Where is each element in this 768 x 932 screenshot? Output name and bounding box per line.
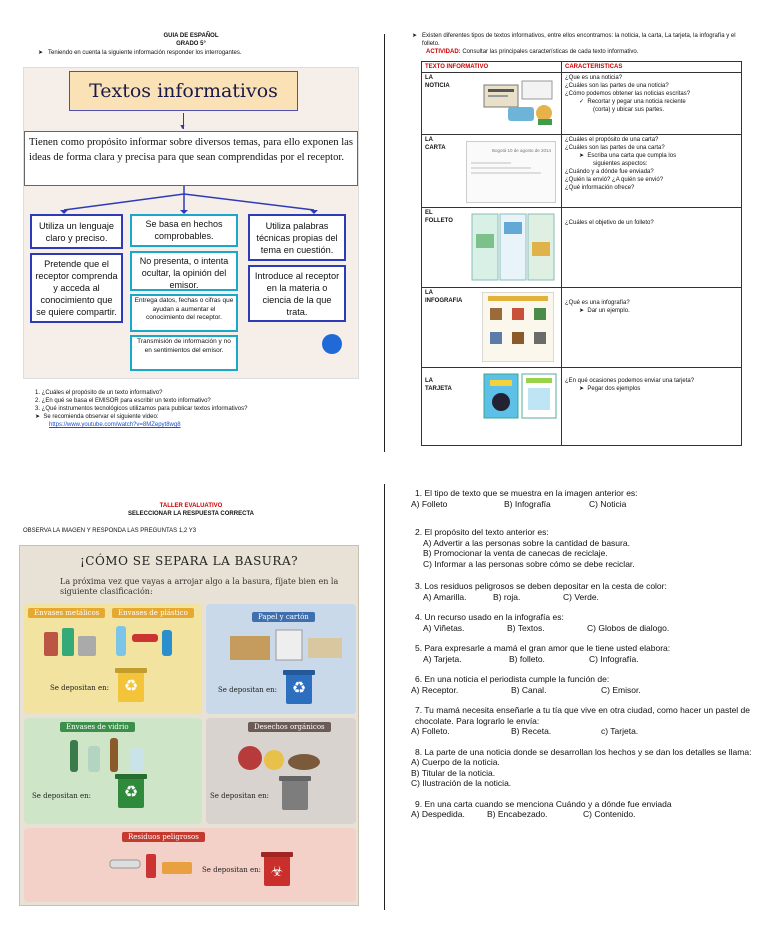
check-icon: ✓ <box>579 99 585 105</box>
cards-image <box>482 372 558 422</box>
arrow-down-icon: ▼ <box>179 124 186 131</box>
blue-bin <box>286 674 312 704</box>
recycling-infographic <box>19 545 359 906</box>
hazardous-image <box>100 846 210 890</box>
branch-arrows <box>24 186 358 214</box>
infographic-intro: La próxima vez que vayas a arrojar algo a la basura, fíjate bien en la siguiente clasificación: <box>60 577 339 596</box>
arrow-bullet-icon: ➤ <box>579 153 585 159</box>
recycle-icon: ♻ <box>123 678 139 695</box>
metal-label: Envases metálicos <box>28 608 105 618</box>
question-1: 1. El tipo de texto que se muestra en la imagen anterior es: A) Folleto B) Infografía C) Noticia <box>411 488 638 509</box>
brochure-image <box>470 212 556 282</box>
question-8: 8. La parte de una noticia donde se desarrollan los hechos y se dan los detalles se llama: A) Cuerpo de la noticia. B) Titular de la noticia. C) Ilustración de la noticia. <box>411 746 752 788</box>
newspaper-image <box>478 79 558 129</box>
arrow-bullet-icon: ➤ <box>579 386 585 392</box>
green-bin <box>118 778 144 808</box>
feature-data: Entrega datos, fechas o cifras que ayudan a aumentar el conocimiento del receptor. <box>130 294 238 332</box>
infographic-image <box>482 292 554 362</box>
evaluation-instruction: OBSERVA LA IMAGEN Y RESPONDA LAS PREGUNTAS 1,2 Y3 <box>23 528 197 534</box>
question-2: 2. El propósito del texto anterior es: A) Advertir a las personas sobre la cantidad de basura. B) Promocionar la venta de canecas de reciclaje. C) Informar a las personas sobre cómo se debe reciclar. <box>415 527 635 569</box>
cans-bottles-image <box>38 622 188 662</box>
hazardous-label: Residuos peligrosos <box>122 832 205 842</box>
feature-receptor: Pretende que el receptor comprenda y acceda al conocimiento que se quiere compartir. <box>30 253 123 323</box>
deposit-label: Se depositan en: <box>32 792 92 800</box>
evaluation-questions <box>411 488 756 820</box>
question-6: 6. En una noticia el periodista cumple la función de: A) Receptor. B) Canal. C) Emisor. <box>411 674 641 695</box>
instruction-line: ➤ Teniendo en cuenta la siguiente información responder los interrogantes. <box>38 50 242 56</box>
diagram-title: Textos informativos <box>69 71 298 111</box>
arrow-bullet-icon: ➤ <box>38 50 44 56</box>
types-table <box>421 61 742 446</box>
table-row: EL FOLLETO ¿Cuáles el objetivo de un folleto? <box>422 208 742 288</box>
feature-introduce: Introduce al receptor en la materia o ciencia de la que trata. <box>248 265 346 322</box>
glass-label: Envases de vidrio <box>60 722 135 732</box>
yellow-bin <box>118 672 144 702</box>
video-link[interactable]: https://www.youtube.com/watch?v=8MZepyt8wg8 <box>49 422 181 428</box>
col-header-type: TEXTO INFORMATIVO <box>422 62 562 73</box>
organic-label: Desechos orgánicos <box>248 722 331 732</box>
red-bin <box>264 856 290 886</box>
deposit-label: Se depositan en: <box>218 686 278 694</box>
page-divider-top <box>384 34 385 452</box>
paper-label: Papel y cartón <box>252 612 315 622</box>
question-3: 3. Los residuos peligrosos se deben depositar en la cesta de color: A) Amarilla. B) roja. C) Verde. <box>415 581 667 602</box>
deposit-label: Se depositan en: <box>202 866 262 874</box>
blue-dot <box>322 334 342 354</box>
table-row: LA TARJETA ¿En qué ocasiones podemos enviar una tarjeta? ➤ Pegar dos ejemplos <box>422 368 742 446</box>
feature-no-opinion: No presenta, o intenta ocultar, la opinión del emisor. <box>130 251 238 291</box>
biohazard-icon: ☣ <box>270 863 284 879</box>
question-4: 4. Un recurso usado en la infografía es: A) Viñetas. B) Textos. C) Globos de dialogo. <box>415 612 670 633</box>
grade-header: GRADO 5° <box>176 41 206 47</box>
feature-clear-language: Utiliza un lenguaje claro y preciso. <box>30 214 123 249</box>
guide-header: GUIA DE ESPAÑOL <box>163 33 219 39</box>
feature-facts: Se basa en hechos comprobables. <box>130 214 238 247</box>
question-9: 9. En una carta cuando se menciona Cuándo y a dónde fue enviada A) Despedida. B) Encabezado. C) Contenido. <box>411 798 672 819</box>
question-5: 5. Para expresarle a mamá el gran amor que le tiene usted elabora: A) Tarjeta. B) folleto. C) Infografía. <box>415 643 671 664</box>
textos-informativos-diagram <box>23 67 359 379</box>
question-list: 1. ¿Cuáles el propósito de un texto informativo? 2. ¿En qué se basa el EMISOR para escribir un texto informativo? 3. ¿Qué instrumentos tecnológicos utilizamos para publicar textos informativos? ➤ Se recomienda observar el siguiente video: https://www.youtube.com/watch?v=8MZepyt8wg8 <box>35 389 365 429</box>
arrow-bullet-icon: ➤ <box>35 414 41 420</box>
feature-transmission: Transmisión de información y no en sentimientos del emisor. <box>130 335 238 371</box>
grey-bin <box>282 780 308 810</box>
table-row: LA INFOGRAFIA ¿Qué es una infografía? ➤ Dar un ejemplo. <box>422 288 742 368</box>
infographic-title: ¡CÓMO SE SEPARA LA BASURA? <box>79 554 299 568</box>
deposit-label: Se depositan en: <box>50 684 110 692</box>
deposit-label: Se depositan en: <box>210 792 270 800</box>
paper-image <box>220 626 350 666</box>
organic-image <box>230 736 340 776</box>
arrow-bullet-icon: ➤ <box>412 33 418 39</box>
types-intro: ➤ Existen diferentes tipos de textos informativos, entre ellos encontramos: la noticia, la carta, La tarjeta, la infografía y el folleto. ACTIVIDAD: Consultar las principales características de cada texto informativo. <box>412 33 736 55</box>
table-row: LA CARTA Bogotá 10 de agosto de 2014 ¿Cuáles el propósito de una carta? ¿Cuáles son las partes de una carta? ➤ Escriba una carta que cumpla los siguientes aspectos: ¿Cuándo y a dónde fue enviada? ¿Quién la envió? ¿A quién se envió? ¿Qué información ofrece? <box>422 135 742 208</box>
recycle-icon: ♻ <box>291 680 307 697</box>
letter-image: Bogotá 10 de agosto de 2014 <box>466 141 556 203</box>
page-divider-bottom <box>384 484 385 910</box>
diagram-intro: Tienen como propósito informar sobre diversos temas, para ello exponen las ideas de forma clara y precisa para que sean comprendidas por el receptor. <box>24 131 358 186</box>
question-7: 7. Tu mamá necesita enseñarle a tu tía que vive en otra ciudad, como hacer un pastel de chocolate. Para lograrlo le envía: A) Folleto. B) Receta. c) Tarjeta. <box>411 705 751 736</box>
glass-image <box>60 736 180 776</box>
evaluation-subtitle: SELECCIONAR LA RESPUESTA CORRECTA <box>127 511 254 517</box>
plastic-label: Envases de plástico <box>112 608 194 618</box>
table-row: LA NOTICIA ¿Que es una noticia? ¿Cuáles son las partes de una noticia? ¿Cómo podemos obtener las noticias escritas? ✓ Recortar y pegar una noticia reciente (corta) y ubicar sus partes. <box>422 73 742 135</box>
arrow-bullet-icon: ➤ <box>579 308 585 314</box>
evaluation-title: TALLER EVALUATIVO <box>159 503 223 509</box>
feature-technical-words: Utiliza palabras técnicas propias del tema en cuestión. <box>248 214 346 261</box>
col-header-features: CARACTERISTICAS <box>562 62 742 73</box>
recycle-icon: ♻ <box>123 784 139 801</box>
